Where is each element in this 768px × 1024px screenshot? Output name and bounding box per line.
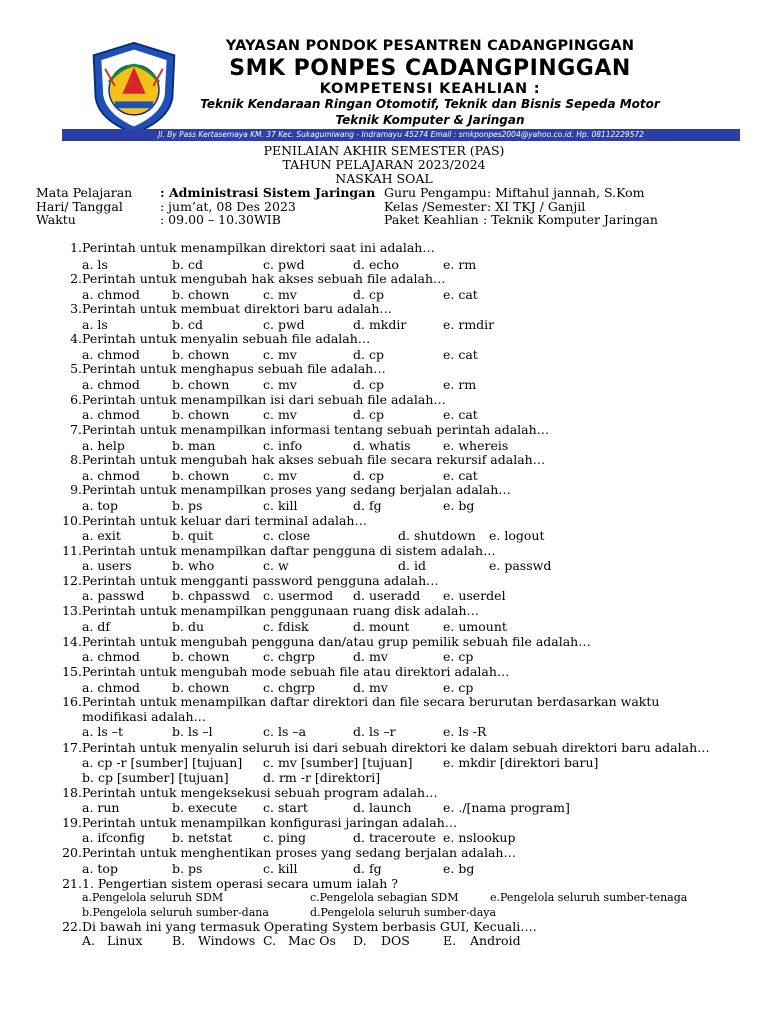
question-number [58, 301, 84, 316]
answer-option: a. chmod [82, 377, 140, 392]
answer-option: b. ps [172, 861, 203, 876]
answer-option: b. cp [sumber] [tujuan] [82, 770, 229, 785]
time-value: : 09.00 – 10.30WIB [160, 212, 281, 227]
answer-option: Windows [198, 933, 256, 948]
answer-option: c. usermod [263, 588, 334, 603]
question-text: Perintah untuk mengubah hak akses sebuah file secara rekursif adalah… [82, 452, 546, 467]
question-text: Perintah untuk menampilkan daftar pengguna di sistem adalah… [82, 543, 496, 558]
foundation-name: YAYASAN PONDOK PESANTREN CADANGPINGGAN [225, 38, 635, 54]
answer-option: c. kill [263, 861, 298, 876]
answer-option: a. chmod [82, 468, 140, 483]
answer-option: B. [172, 933, 186, 948]
answer-option: c. mv [sumber] [tujuan] [263, 755, 413, 770]
answer-option: c. pwd [263, 257, 305, 272]
question-number [58, 392, 84, 407]
question-number-text: 9. [70, 482, 82, 497]
question-number [58, 271, 84, 286]
answer-option: d. cp [353, 407, 384, 422]
answer-option: b. chown [172, 407, 230, 422]
question-text: Perintah untuk mengubah pengguna dan/atau grup pemilik sebuah file adalah… [82, 634, 591, 649]
question-number-text: 10. [62, 513, 82, 528]
question-text: Perintah untuk keluar dari terminal adalah… [82, 513, 367, 528]
answer-option: e. passwd [489, 558, 552, 573]
question-number-text: 4. [70, 331, 82, 346]
answer-option: d. cp [353, 347, 384, 362]
answer-option: c. w [263, 558, 289, 573]
answer-option: e. ls -R [443, 724, 487, 739]
question-number-text: 13. [62, 603, 82, 618]
answer-option: e. umount [443, 619, 507, 634]
teacher-value: : Miftahul jannah, S.Kom [487, 185, 645, 200]
answer-option: b. chown [172, 347, 230, 362]
answer-option: a. ls [82, 317, 108, 332]
answer-option: c. mv [263, 468, 297, 483]
answer-option: c. close [263, 528, 311, 543]
package-value: : Teknik Komputer Jaringan [483, 212, 658, 227]
question-text: Perintah untuk menampilkan penggunaan ruang disk adalah… [82, 603, 480, 618]
answer-option: c. mv [263, 377, 297, 392]
question-number [58, 482, 84, 497]
question-text: Perintah untuk mengubah hak akses sebuah file adalah… [82, 271, 446, 286]
question-number [58, 876, 84, 891]
answer-option: e. logout [489, 528, 545, 543]
programs-line-2: Teknik Komputer & Jaringan [335, 113, 525, 127]
answer-option: DOS [381, 933, 410, 948]
programs-line-1: Teknik Kendaraan Ringan Otomotif, Teknik dan Bisnis Sepeda Motor [200, 97, 660, 111]
answer-option: d. traceroute [353, 830, 436, 845]
answer-option: c. mv [263, 287, 297, 302]
answer-option: a. ifconfig [82, 830, 145, 845]
answer-option: b. who [172, 558, 215, 573]
answer-option: c. kill [263, 498, 298, 513]
question-number-text: 21. [62, 876, 82, 891]
question-text: 1. Pengertian sistem operasi secara umum ialah ? [82, 876, 398, 891]
competence-heading: KOMPETENSI KEAHLIAN : [319, 81, 541, 97]
answer-option: b. ps [172, 498, 203, 513]
exam-title: PENILAIAN AKHIR SEMESTER (PAS) [263, 143, 505, 158]
answer-option: d. mv [353, 649, 388, 664]
answer-option: d. launch [353, 800, 412, 815]
answer-option: d. cp [353, 287, 384, 302]
answer-option: d. fg [353, 861, 382, 876]
answer-option: c. pwd [263, 317, 305, 332]
answer-option: c. ping [263, 830, 306, 845]
class-label: Kelas /Semester [384, 199, 487, 214]
answer-option: e. cat [443, 468, 478, 483]
question-text: Perintah untuk mengubah mode sebuah file atau direktori adalah… [82, 664, 510, 679]
question-number [58, 361, 84, 376]
question-number-text: 7. [70, 422, 82, 437]
answer-option: b. man [172, 438, 216, 453]
subject-value: : Administrasi Sistem Jaringan [160, 185, 376, 200]
question-number [58, 815, 84, 830]
answer-option: b. chown [172, 649, 230, 664]
answer-option: e. cp [443, 680, 474, 695]
question-text: Perintah untuk menampilkan informasi tentang sebuah perintah adalah… [82, 422, 550, 437]
answer-option: b. chown [172, 468, 230, 483]
question-number-text: 20. [62, 845, 82, 860]
question-text: Perintah untuk menyalin sebuah file adalah… [82, 331, 371, 346]
answer-option: e. rmdir [443, 317, 495, 332]
question-number [58, 664, 84, 679]
question-number-text: 6. [70, 392, 82, 407]
answer-option: b. netstat [172, 830, 233, 845]
answer-option: c.Pengelola sebagian SDM [310, 891, 459, 904]
answer-option: d. fg [353, 498, 382, 513]
answer-option: d. cp [353, 377, 384, 392]
answer-option: d. whatis [353, 438, 411, 453]
answer-option: a. passwd [82, 588, 145, 603]
answer-option: d. shutdown [398, 528, 476, 543]
answer-option: e. cat [443, 347, 478, 362]
date-label: Hari/ Tanggal [36, 199, 123, 214]
question-text: Perintah untuk menampilkan konfigurasi jaringan adalah… [82, 815, 458, 830]
answer-option: a. chmod [82, 287, 140, 302]
school-address: Jl. By Pass Kertasemaya KM. 37 Kec. Sukagumiwang - Indramayu 45274 Email : smkponpes2004@yahoo.co.id. Hp. 08112229572 [158, 130, 644, 139]
answer-option: e.Pengelola seluruh sumber-tenaga [490, 891, 688, 904]
school-logo-icon [86, 40, 182, 136]
date-value: : jum’at, 08 Des 2023 [160, 199, 296, 214]
answer-option: a. ls –t [82, 724, 124, 739]
answer-option: a. help [82, 438, 125, 453]
answer-option: d. echo [353, 257, 399, 272]
question-text: Di bawah ini yang termasuk Operating System berbasis GUI, Kecuali…. [82, 919, 537, 934]
answer-option: e. cat [443, 407, 478, 422]
answer-option: a.Pengelola seluruh SDM [82, 891, 224, 904]
question-number [58, 513, 84, 528]
question-text: Perintah untuk menyalin seluruh isi dari sebuah direktori ke dalam sebuah direktori baru adalah… [82, 740, 710, 755]
answer-option: b. cd [172, 257, 203, 272]
question-number [58, 543, 84, 558]
question-number-text: 17. [62, 740, 82, 755]
answer-option: a. chmod [82, 680, 140, 695]
question-text: Perintah untuk menampilkan direktori saat ini adalah… [82, 240, 435, 255]
question-number [58, 452, 84, 467]
answer-option: e. cp [443, 649, 474, 664]
answer-option: c. chgrp [263, 649, 315, 664]
question-number-text: 15. [62, 664, 82, 679]
answer-option: E. [443, 933, 457, 948]
package-label: Paket Keahlian [384, 212, 479, 227]
answer-option: c. ls –a [263, 724, 307, 739]
question-number [58, 694, 84, 709]
answer-option: e. bg [443, 498, 475, 513]
question-number-text: 2. [70, 271, 82, 286]
question-number-text: 11. [62, 543, 82, 558]
question-text: Perintah untuk menampilkan daftar direktori dan file secara berurutan berdasarkan waktu [82, 694, 660, 709]
answer-option: d. cp [353, 468, 384, 483]
answer-option: a. exit [82, 528, 121, 543]
question-text: Perintah untuk menampilkan proses yang sedang berjalan adalah… [82, 482, 511, 497]
question-number [58, 634, 84, 649]
answer-option: Linux [107, 933, 143, 948]
question-number [58, 603, 84, 618]
answer-option: a. chmod [82, 347, 140, 362]
answer-option: b.Pengelola seluruh sumber-dana [82, 906, 269, 919]
exam-year: TAHUN PELAJARAN 2023/2024 [282, 157, 486, 172]
question-number [58, 422, 84, 437]
question-number-text: 18. [62, 785, 82, 800]
answer-option: e. ./[nama program] [443, 800, 570, 815]
answer-option: c. mv [263, 407, 297, 422]
answer-option: b. chown [172, 680, 230, 695]
answer-option: A. [82, 933, 96, 948]
question-number-text: 19. [62, 815, 82, 830]
question-text-continued: modifikasi adalah… [82, 709, 207, 724]
answer-option: d. mv [353, 680, 388, 695]
question-number [58, 919, 84, 934]
answer-option: d. useradd [353, 588, 421, 603]
question-number [58, 573, 84, 588]
question-number [58, 785, 84, 800]
answer-option: a. cp -r [sumber] [tujuan] [82, 755, 243, 770]
answer-option: a. top [82, 861, 118, 876]
answer-option: e. mkdir [direktori baru] [443, 755, 599, 770]
answer-option: b. quit [172, 528, 214, 543]
class-value: : XI TKJ / Ganjil [487, 199, 586, 214]
answer-option: d. rm -r [direktori] [263, 770, 381, 785]
answer-option: b. chown [172, 377, 230, 392]
answer-option: d.Pengelola seluruh sumber-daya [310, 906, 497, 919]
question-number [58, 331, 84, 346]
answer-option: d. ls –r [353, 724, 396, 739]
answer-option: c. info [263, 438, 303, 453]
subject-label: Mata Pelajaran [36, 185, 133, 200]
answer-option: b. execute [172, 800, 238, 815]
question-number-text: 3. [70, 301, 82, 316]
exam-doc-type: NASKAH SOAL [335, 171, 433, 186]
answer-option: a. run [82, 800, 120, 815]
answer-option: a. chmod [82, 407, 140, 422]
answer-option: a. users [82, 558, 132, 573]
question-text: Perintah untuk menampilkan isi dari sebuah file adalah… [82, 392, 446, 407]
answer-option: D. [353, 933, 367, 948]
answer-option: e. bg [443, 861, 475, 876]
answer-option: a. top [82, 498, 118, 513]
answer-option: d. mount [353, 619, 410, 634]
question-text: Perintah untuk mengganti password pengguna adalah… [82, 573, 439, 588]
question-text: Perintah untuk menghentikan proses yang sedang berjalan adalah… [82, 845, 516, 860]
answer-option: b. chown [172, 287, 230, 302]
answer-option: e. rm [443, 257, 477, 272]
answer-option: b. cd [172, 317, 203, 332]
answer-option: b. du [172, 619, 205, 634]
answer-option: c. chgrp [263, 680, 315, 695]
question-number-text: 22. [62, 919, 82, 934]
question-number-text: 8. [70, 452, 82, 467]
time-label: Waktu [36, 212, 76, 227]
answer-option: d. mkdir [353, 317, 407, 332]
answer-option: c. fdisk [263, 619, 309, 634]
question-text: Perintah untuk membuat direktori baru adalah… [82, 301, 392, 316]
answer-option: e. nslookup [443, 830, 516, 845]
answer-option: a. df [82, 619, 111, 634]
question-text: Perintah untuk menghapus sebuah file adalah… [82, 361, 386, 376]
answer-option: Android [470, 933, 521, 948]
answer-option: C. [263, 933, 277, 948]
answer-option: a. chmod [82, 649, 140, 664]
answer-option: Mac Os [288, 933, 336, 948]
answer-option: b. chpasswd [172, 588, 250, 603]
question-number [58, 845, 84, 860]
teacher-label: Guru Pengampu [384, 185, 487, 200]
answer-option: d. id [398, 558, 426, 573]
school-name: SMK PONPES CADANGPINGGAN [229, 56, 631, 81]
question-number-text: 1. [70, 240, 82, 255]
question-number-text: 5. [70, 361, 82, 376]
answer-option: e. whereis [443, 438, 509, 453]
question-text: Perintah untuk mengeksekusi sebuah program adalah… [82, 785, 438, 800]
answer-option: e. rm [443, 377, 477, 392]
question-number-text: 12. [62, 573, 82, 588]
answer-option: c. start [263, 800, 308, 815]
question-number [58, 740, 84, 755]
question-number-text: 14. [62, 634, 82, 649]
question-number-text: 16. [62, 694, 82, 709]
answer-option: c. mv [263, 347, 297, 362]
answer-option: e. cat [443, 287, 478, 302]
answer-option: b. ls –l [172, 724, 213, 739]
question-number [58, 240, 84, 255]
answer-option: a. ls [82, 257, 108, 272]
answer-option: e. userdel [443, 588, 506, 603]
